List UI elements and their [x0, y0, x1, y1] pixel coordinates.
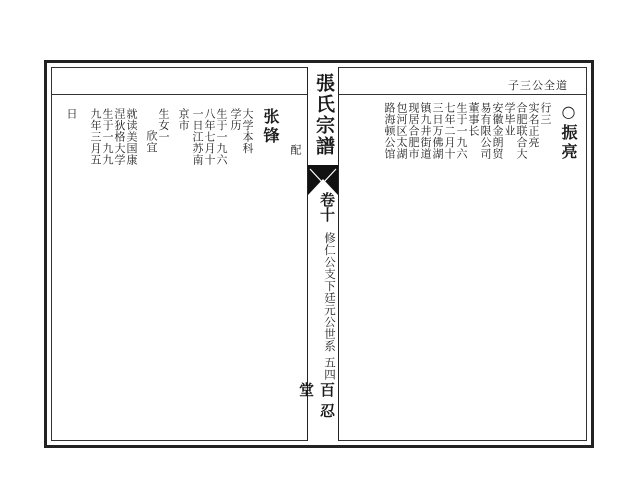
- volume-number: 卷十: [318, 192, 336, 222]
- right-col-12: 现居合肥市: [407, 102, 420, 160]
- hall-name: 百忍堂: [297, 382, 336, 424]
- left-col-12: 九年三月五: [89, 108, 102, 166]
- right-col-10: 三日万佛湖: [431, 102, 444, 160]
- inner-frame: [51, 67, 587, 441]
- right-col-13: 包河区太湖: [395, 102, 408, 160]
- right-col-9: 七年二月十: [443, 102, 456, 160]
- right-col-5: 安徽金朗贸: [491, 102, 504, 160]
- right-col-8: 生于一九六: [455, 102, 468, 160]
- genealogy-title: 張氏宗譜: [313, 73, 335, 157]
- left-col-10: 涅狄格大学: [113, 108, 126, 166]
- right-col-11: 镇九井街道: [419, 102, 432, 160]
- left-col-1: 大学本科: [241, 108, 254, 154]
- branch-subtitle: 修仁公支下廷元公世系 五四: [323, 232, 337, 381]
- right-col-3: 合肥联合大: [515, 102, 528, 160]
- left-col-11: 生于一九九: [101, 108, 114, 166]
- left-col-9: 就读美国康: [125, 108, 138, 166]
- right-col-14: 路海顿公馆: [383, 102, 396, 160]
- left-col-8: 欣宜: [145, 130, 158, 153]
- right-col-4: 学毕业: [503, 102, 516, 137]
- right-col-6: 易有限公司: [479, 102, 492, 160]
- spouse-name: 张锋: [261, 108, 280, 146]
- left-col-2: 学历: [229, 108, 242, 131]
- left-col-4: 八年七月十: [203, 108, 216, 166]
- right-col-1: 行三: [539, 102, 552, 125]
- right-col-2: 实名正亮: [527, 102, 540, 148]
- left-col-5: 一日江苏南: [191, 108, 204, 166]
- lineage-header: 子三公全道: [508, 79, 568, 92]
- right-col-7: 董事长: [467, 102, 480, 137]
- left-col-7: 生女一: [157, 108, 170, 143]
- spouse-label: 配: [289, 144, 302, 156]
- left-col-13: 日: [65, 108, 78, 120]
- person-name: ○振亮: [559, 102, 578, 162]
- left-col-6: 京市: [177, 108, 190, 131]
- book-spine: [297, 67, 339, 441]
- page-frame: [44, 60, 594, 448]
- left-col-3: 生于一九六: [215, 108, 228, 166]
